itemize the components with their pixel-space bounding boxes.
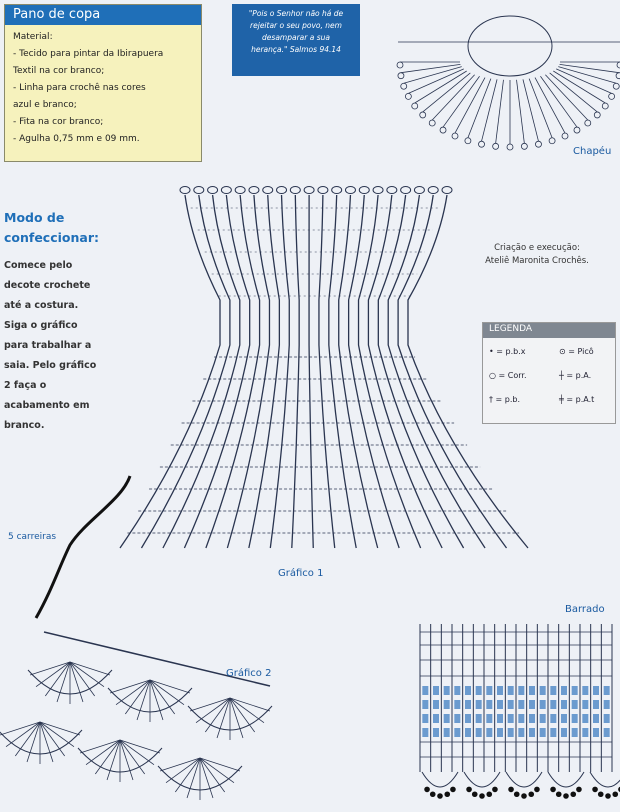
legend-symbol: • bbox=[489, 347, 494, 356]
picot-stitch bbox=[479, 793, 485, 799]
fan-stitch bbox=[125, 680, 150, 714]
blue-stitch bbox=[465, 700, 471, 709]
chapeu-diagram bbox=[397, 16, 620, 150]
grafico1-diagram bbox=[120, 187, 528, 549]
blue-stitch bbox=[518, 700, 524, 709]
instructions-line: branco. bbox=[4, 420, 45, 431]
fan-stitch bbox=[30, 662, 70, 675]
chain-stitch bbox=[359, 187, 369, 194]
scallop bbox=[590, 772, 620, 787]
blue-stitch bbox=[540, 728, 546, 737]
quote-line: herança." Salmos 94.14 bbox=[251, 45, 341, 54]
picot-stitch bbox=[430, 791, 436, 797]
fan-stitch bbox=[150, 680, 190, 693]
blue-stitch bbox=[518, 714, 524, 723]
legend-item bbox=[489, 395, 520, 404]
blue-stitch bbox=[454, 700, 460, 709]
quote-line: rejeitar o seu povo, nem bbox=[250, 21, 342, 30]
picot-stitch bbox=[472, 791, 478, 797]
blue-stitch bbox=[518, 728, 524, 737]
picot-stitch bbox=[570, 791, 576, 797]
barrado-diagram bbox=[420, 624, 620, 799]
picot-stitch bbox=[444, 791, 450, 797]
blue-stitch bbox=[454, 686, 460, 695]
blue-stitch bbox=[561, 686, 567, 695]
blue-stitch bbox=[508, 700, 514, 709]
picot-stitch bbox=[605, 793, 611, 799]
picot-stitch bbox=[521, 143, 527, 149]
blue-stitch bbox=[422, 714, 428, 723]
blue-stitch bbox=[433, 700, 439, 709]
picot-stitch bbox=[594, 112, 600, 118]
quote-line: desamparar a sua bbox=[262, 33, 330, 42]
hat-stitch bbox=[517, 80, 525, 143]
blue-stitch bbox=[465, 686, 471, 695]
blue-stitch bbox=[604, 728, 610, 737]
fan-stitch bbox=[27, 722, 40, 762]
chain-stitch bbox=[304, 187, 314, 194]
blue-stitch bbox=[454, 728, 460, 737]
instructions-line: até a costura. bbox=[4, 300, 79, 311]
blue-stitch bbox=[444, 728, 450, 737]
blue-stitch bbox=[604, 686, 610, 695]
legend-item bbox=[489, 347, 526, 356]
hat-stitch bbox=[496, 80, 504, 143]
picot-stitch bbox=[616, 73, 620, 79]
fan-stitch bbox=[95, 740, 120, 774]
materials-line: - Fita na cor branco; bbox=[13, 117, 104, 127]
blue-stitch bbox=[508, 728, 514, 737]
fan-stitch bbox=[80, 740, 120, 753]
blue-stitch bbox=[540, 686, 546, 695]
fan-stitch bbox=[40, 722, 65, 756]
chapeu-label: Chapéu bbox=[573, 146, 612, 157]
fan-stitch bbox=[120, 740, 160, 753]
fan-stitch bbox=[70, 662, 110, 675]
instructions-line: saia. Pelo gráfico bbox=[4, 360, 97, 371]
blue-stitch bbox=[540, 700, 546, 709]
legend-symbol: † bbox=[489, 395, 493, 404]
blue-stitch bbox=[529, 686, 535, 695]
blue-stitch bbox=[593, 700, 599, 709]
blue-stitch bbox=[572, 728, 578, 737]
picot-stitch bbox=[507, 144, 513, 150]
blue-stitch bbox=[444, 714, 450, 723]
legend-symbol: ⊙ bbox=[559, 347, 566, 356]
picot-stitch bbox=[556, 791, 562, 797]
fan-stitch bbox=[57, 662, 70, 702]
legend-symbol: ╪ bbox=[559, 395, 564, 404]
scallop bbox=[548, 772, 584, 787]
instructions-text bbox=[4, 256, 122, 436]
instructions-line: Comece pelo bbox=[4, 260, 73, 271]
blue-stitch bbox=[582, 714, 588, 723]
stitch-column bbox=[184, 195, 249, 548]
chain-stitch bbox=[442, 187, 452, 194]
hat-crown bbox=[468, 16, 552, 76]
credits-line: Criação e execução: bbox=[494, 243, 580, 253]
blue-stitch bbox=[582, 728, 588, 737]
picot-stitch bbox=[534, 787, 540, 793]
picot-stitch bbox=[576, 787, 582, 793]
picot-stitch bbox=[562, 133, 568, 139]
fan-stitch bbox=[40, 722, 53, 762]
picot-stitch bbox=[549, 138, 555, 144]
grafico2-diagram bbox=[0, 632, 272, 800]
stitch-column bbox=[319, 195, 335, 548]
blue-stitch bbox=[582, 686, 588, 695]
carreiras-label: 5 carreiras bbox=[8, 532, 57, 542]
stitch-column bbox=[359, 195, 421, 548]
stitch-column bbox=[141, 195, 229, 548]
picot-stitch bbox=[486, 791, 492, 797]
stitch-column bbox=[292, 195, 299, 548]
materials-line: Textil na cor branco; bbox=[13, 66, 105, 76]
fan-stitch bbox=[120, 740, 133, 780]
chain-stitch bbox=[208, 187, 218, 194]
picot-stitch bbox=[602, 103, 608, 109]
legend-label: = p.b. bbox=[495, 395, 521, 404]
materials-line: - Agulha 0,75 mm e 09 mm. bbox=[13, 134, 140, 144]
blue-stitch bbox=[422, 728, 428, 737]
blue-stitch bbox=[561, 700, 567, 709]
picot-stitch bbox=[613, 83, 619, 89]
picot-stitch bbox=[521, 793, 527, 799]
blue-stitch bbox=[465, 714, 471, 723]
blue-stitch bbox=[572, 700, 578, 709]
grafico1-label: Gráfico 1 bbox=[278, 568, 324, 579]
chain-stitch bbox=[221, 187, 231, 194]
instructions-title-line: Modo de bbox=[4, 210, 65, 225]
blue-stitch bbox=[476, 686, 482, 695]
legend-label: = Corr. bbox=[498, 371, 527, 380]
blue-stitch bbox=[486, 700, 492, 709]
blue-stitch bbox=[444, 700, 450, 709]
picot-stitch bbox=[412, 103, 418, 109]
legend-symbol: ○ bbox=[489, 371, 496, 380]
blue-stitch bbox=[550, 728, 556, 737]
stitch-column bbox=[163, 195, 240, 548]
blue-stitch bbox=[476, 700, 482, 709]
fan-stitch bbox=[230, 698, 270, 711]
hat-stitch bbox=[443, 76, 480, 127]
instructions-line: 2 faça o bbox=[4, 380, 47, 391]
chain-stitch bbox=[414, 187, 424, 194]
picot-stitch bbox=[612, 791, 618, 797]
blue-stitch bbox=[550, 686, 556, 695]
picot-stitch bbox=[401, 83, 407, 89]
materials-line: - Linha para crochê nas cores bbox=[13, 83, 146, 93]
blue-stitch bbox=[529, 728, 535, 737]
fan-stitch bbox=[230, 698, 255, 732]
picot-stitch bbox=[440, 127, 446, 133]
blue-stitch bbox=[444, 686, 450, 695]
instructions-line: Siga o gráfico bbox=[4, 320, 78, 331]
barrado-label: Barrado bbox=[565, 604, 605, 615]
fan-stitch bbox=[70, 662, 95, 696]
blue-stitch bbox=[422, 700, 428, 709]
blue-stitch bbox=[593, 686, 599, 695]
picot-stitch bbox=[437, 793, 443, 799]
quote-line: "Pois o Senhor não há de bbox=[248, 9, 344, 18]
picot-stitch bbox=[535, 141, 541, 147]
chain-stitch bbox=[180, 187, 190, 194]
fan-stitch bbox=[120, 740, 145, 774]
chain-stitch bbox=[345, 187, 355, 194]
picot-stitch bbox=[465, 138, 471, 144]
picot-stitch bbox=[397, 62, 403, 68]
picot-stitch bbox=[466, 787, 472, 793]
blue-stitch bbox=[572, 686, 578, 695]
chain-stitch bbox=[387, 187, 397, 194]
chain-stitch bbox=[401, 187, 411, 194]
blue-stitch bbox=[604, 700, 610, 709]
blue-stitch bbox=[497, 714, 503, 723]
instructions-title bbox=[4, 208, 114, 248]
blue-stitch bbox=[497, 728, 503, 737]
legend-label: = p.A. bbox=[566, 371, 592, 380]
credits bbox=[462, 242, 612, 268]
picot-stitch bbox=[492, 787, 498, 793]
blue-stitch bbox=[497, 686, 503, 695]
blue-stitch bbox=[476, 714, 482, 723]
blue-stitch bbox=[572, 714, 578, 723]
picot-stitch bbox=[420, 112, 426, 118]
picot-stitch bbox=[450, 787, 456, 793]
hat-stitch bbox=[558, 67, 616, 84]
blue-stitch bbox=[465, 728, 471, 737]
blue-stitch bbox=[476, 728, 482, 737]
legend-label: = p.b.x bbox=[496, 347, 526, 356]
stitch-column bbox=[368, 195, 442, 548]
chain-stitch bbox=[332, 187, 342, 194]
fan-stitch bbox=[150, 680, 175, 714]
fan-stitch bbox=[200, 758, 240, 771]
blue-stitch bbox=[454, 714, 460, 723]
carreiras-brace bbox=[36, 476, 130, 618]
hat-stitch bbox=[523, 79, 539, 141]
chain-stitch bbox=[277, 187, 287, 194]
hat-stitch bbox=[540, 76, 577, 127]
fan-stitch bbox=[110, 680, 150, 693]
scallop bbox=[506, 772, 542, 787]
instructions-line: acabamento em bbox=[4, 400, 90, 411]
credits-line: Ateliê Maronita Crochês. bbox=[485, 256, 589, 266]
materials-heading: Material: bbox=[13, 32, 53, 42]
picot-stitch bbox=[405, 93, 411, 99]
instructions-line: para trabalhar a bbox=[4, 340, 92, 351]
blue-stitch bbox=[550, 714, 556, 723]
instructions-title-line: confeccionar: bbox=[4, 230, 100, 245]
blue-stitch bbox=[422, 686, 428, 695]
blue-stitch bbox=[497, 700, 503, 709]
stitch-column bbox=[349, 195, 400, 548]
chain-stitch bbox=[263, 187, 273, 194]
picot-stitch bbox=[574, 127, 580, 133]
stitch-column bbox=[120, 195, 220, 548]
fan-stitch bbox=[175, 758, 200, 792]
blue-stitch bbox=[550, 700, 556, 709]
blue-stitch bbox=[486, 728, 492, 737]
blue-stitch bbox=[593, 728, 599, 737]
picot-stitch bbox=[563, 793, 569, 799]
picot-stitch bbox=[429, 120, 435, 126]
legend-title: LEGENDA bbox=[483, 323, 615, 338]
blue-stitch bbox=[433, 728, 439, 737]
materials-line: azul e branco; bbox=[13, 100, 77, 110]
fan-stitch bbox=[40, 722, 80, 735]
picot-stitch bbox=[592, 787, 598, 793]
blue-stitch bbox=[508, 714, 514, 723]
materials-title: Pano de copa bbox=[5, 5, 201, 25]
legend-item bbox=[559, 347, 594, 356]
chain-stitch bbox=[290, 187, 300, 194]
picot-stitch bbox=[598, 791, 604, 797]
blue-stitch bbox=[582, 700, 588, 709]
blue-stitch bbox=[593, 714, 599, 723]
fan-stitch bbox=[187, 758, 200, 798]
hat-stitch bbox=[560, 64, 619, 72]
chain-stitch bbox=[249, 187, 259, 194]
legend-label: = Picô bbox=[568, 347, 594, 356]
hat-stitch bbox=[404, 67, 462, 84]
chain-stitch bbox=[194, 187, 204, 194]
fan-stitch bbox=[150, 680, 163, 720]
chain-stitch bbox=[318, 187, 328, 194]
stitch-column bbox=[309, 195, 313, 548]
legend-item bbox=[559, 395, 594, 404]
blue-stitch bbox=[529, 700, 535, 709]
hat-stitch bbox=[401, 64, 460, 72]
blue-stitch bbox=[561, 714, 567, 723]
legend bbox=[482, 322, 616, 424]
picot-stitch bbox=[514, 791, 520, 797]
blue-stitch bbox=[518, 686, 524, 695]
instructions-line: decote crochete bbox=[4, 280, 91, 291]
scallop bbox=[464, 772, 500, 787]
hat-stitch bbox=[423, 73, 471, 112]
blue-stitch bbox=[561, 728, 567, 737]
fan-stitch bbox=[217, 698, 230, 738]
fan-stitch bbox=[200, 758, 213, 798]
blue-stitch bbox=[433, 714, 439, 723]
picot-stitch bbox=[528, 791, 534, 797]
picot-stitch bbox=[609, 93, 615, 99]
fan-stitch bbox=[160, 758, 200, 771]
blue-stitch bbox=[529, 714, 535, 723]
fan-stitch bbox=[190, 698, 230, 711]
fan-stitch bbox=[45, 662, 70, 696]
picot-stitch bbox=[585, 120, 591, 126]
fan-stitch bbox=[0, 722, 40, 735]
legend-symbol: ┼ bbox=[559, 371, 564, 380]
blue-stitch bbox=[486, 686, 492, 695]
hat-stitch bbox=[550, 73, 598, 112]
blue-stitch bbox=[486, 714, 492, 723]
fan-stitch bbox=[107, 740, 120, 780]
chain-stitch bbox=[235, 187, 245, 194]
fan-stitch bbox=[137, 680, 150, 720]
hat-stitch bbox=[482, 79, 498, 141]
picot-stitch bbox=[479, 141, 485, 147]
materials-line: - Tecido para pintar da Ibirapuera bbox=[13, 49, 164, 59]
fan-stitch bbox=[70, 662, 83, 702]
picot-stitch bbox=[550, 787, 556, 793]
fan-stitch bbox=[15, 722, 40, 756]
picot-stitch bbox=[508, 787, 514, 793]
picot-stitch bbox=[452, 133, 458, 139]
grafico2-label: Gráfico 2 bbox=[226, 668, 272, 679]
fan-stitch bbox=[200, 758, 225, 792]
fan-stitch bbox=[205, 698, 230, 732]
legend-label: = p.A.t bbox=[566, 395, 595, 404]
blue-stitch bbox=[433, 686, 439, 695]
blue-stitch bbox=[508, 686, 514, 695]
stitch-column bbox=[270, 195, 289, 548]
blue-stitch bbox=[604, 714, 610, 723]
picot-stitch bbox=[424, 787, 430, 793]
blue-stitch bbox=[540, 714, 546, 723]
legend-item bbox=[489, 371, 527, 380]
picot-stitch bbox=[493, 143, 499, 149]
stitch-column bbox=[249, 195, 280, 548]
chain-stitch bbox=[373, 187, 383, 194]
scallop bbox=[422, 772, 458, 787]
fan-stitch bbox=[230, 698, 243, 738]
picot-stitch bbox=[398, 73, 404, 79]
chain-stitch bbox=[428, 187, 438, 194]
legend-item bbox=[559, 371, 591, 380]
